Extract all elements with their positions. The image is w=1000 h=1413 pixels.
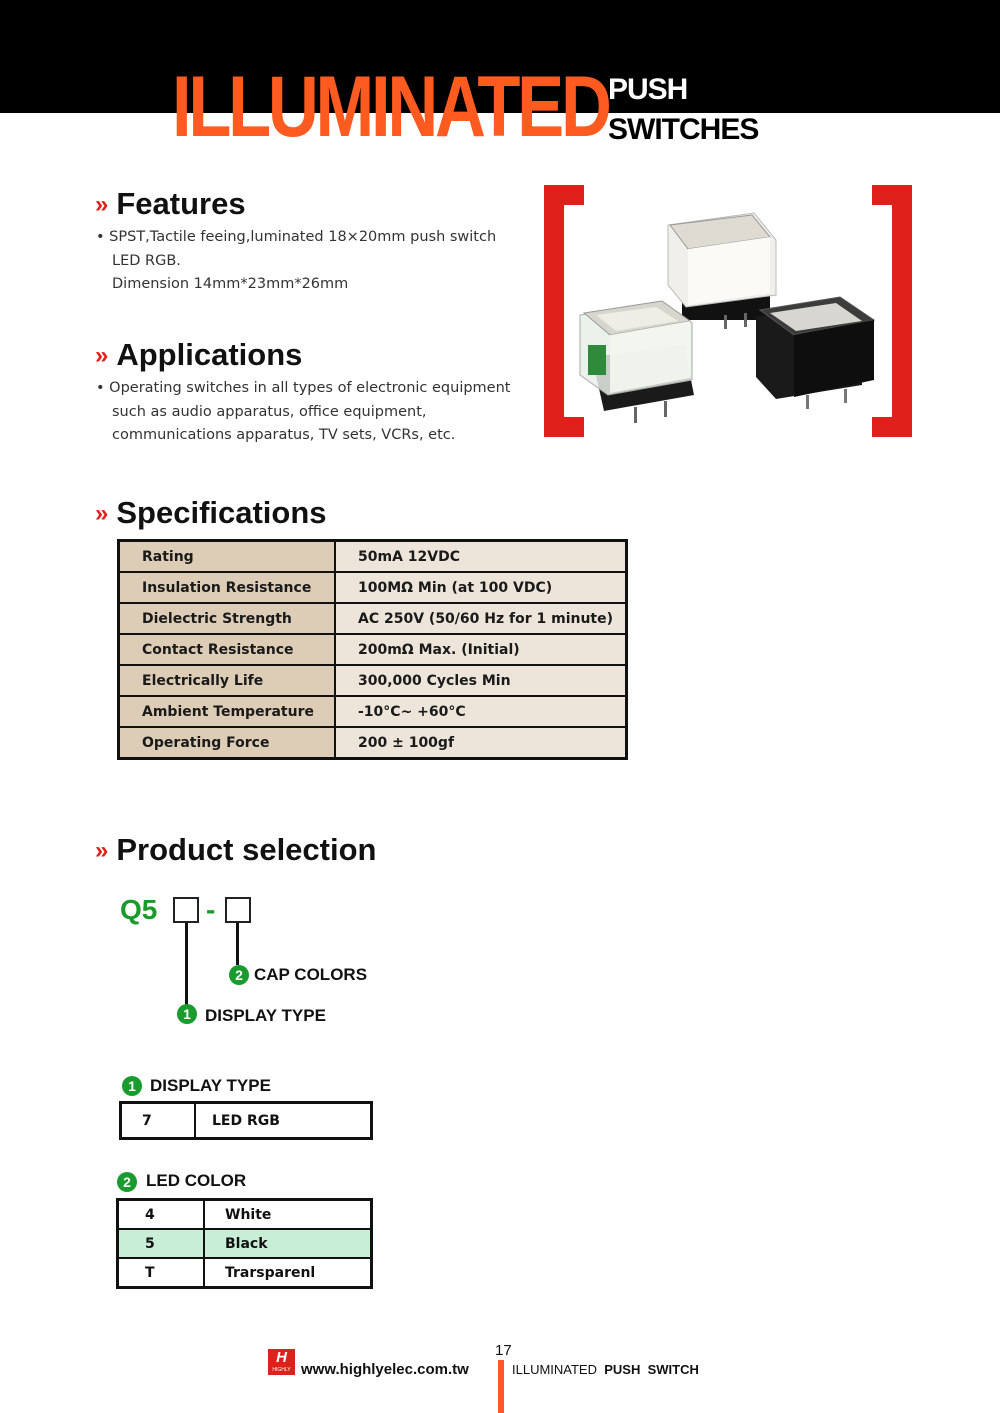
features-heading: » Features bbox=[95, 186, 246, 221]
applications-line: such as audio apparatus, office equipment, bbox=[112, 403, 427, 420]
page-number: 17 bbox=[495, 1342, 512, 1359]
display-type-table bbox=[119, 1101, 373, 1140]
option-label: Black bbox=[204, 1229, 372, 1258]
logo-text: HIGHLY bbox=[272, 1367, 291, 1373]
connector-line-2 bbox=[236, 923, 239, 965]
spec-value: 200 ± 100gf bbox=[335, 727, 627, 759]
spec-key: Operating Force bbox=[119, 727, 336, 759]
code-prefix: Q5 bbox=[120, 894, 158, 925]
page-title-line2: SWITCHES bbox=[608, 113, 759, 146]
company-logo bbox=[268, 1349, 295, 1375]
logo-letter: H bbox=[276, 1349, 287, 1366]
applications-text bbox=[96, 377, 510, 448]
spec-key: Contact Resistance bbox=[119, 634, 336, 665]
footer-url[interactable]: www.highlyelec.com.tw bbox=[301, 1361, 469, 1378]
table-row bbox=[119, 541, 627, 573]
applications-line: communications apparatus, TV sets, VCRs, etc. bbox=[112, 427, 456, 443]
chevron-right-icon: » bbox=[95, 500, 109, 527]
option-code: 4 bbox=[118, 1200, 205, 1230]
spec-value: 100MΩ Min (at 100 VDC) bbox=[335, 572, 627, 603]
spec-key: Ambient Temperature bbox=[119, 696, 336, 727]
display-type-heading: DISPLAY TYPE bbox=[150, 1076, 271, 1095]
table-row bbox=[119, 696, 627, 727]
product-photo bbox=[544, 185, 912, 437]
option-label: LED RGB bbox=[195, 1103, 372, 1139]
option-code: 5 bbox=[118, 1229, 205, 1258]
code-slot-2 bbox=[225, 897, 251, 923]
specifications-heading: » Specifications bbox=[95, 495, 327, 530]
table-row bbox=[119, 634, 627, 665]
specifications-table bbox=[117, 539, 628, 760]
callout-2-badge: 2 bbox=[229, 965, 249, 985]
table-row bbox=[118, 1258, 372, 1288]
page-title-main: ILLUMINATED bbox=[172, 59, 609, 155]
option-label: Trarsparenl bbox=[204, 1258, 372, 1288]
callout-1-label: DISPLAY TYPE bbox=[205, 1006, 326, 1025]
part-number-code bbox=[120, 894, 157, 926]
table-row bbox=[119, 665, 627, 696]
applications-line: • Operating switches in all types of electronic equipment bbox=[96, 380, 511, 396]
led-color-table bbox=[116, 1198, 373, 1289]
page-title-line1: PUSH bbox=[608, 73, 688, 106]
spec-value: 200mΩ Max. (Initial) bbox=[335, 634, 627, 665]
spec-value: -10°C~ +60°C bbox=[335, 696, 627, 727]
spec-value: 300,000 Cycles Min bbox=[335, 665, 627, 696]
chevron-right-icon: » bbox=[95, 342, 109, 369]
features-text bbox=[96, 226, 496, 297]
spec-value: 50mA 12VDC bbox=[335, 541, 627, 573]
code-dash: - bbox=[206, 894, 216, 925]
display-type-badge: 1 bbox=[122, 1076, 142, 1096]
option-code: T bbox=[118, 1258, 205, 1288]
applications-heading: » Applications bbox=[95, 337, 303, 372]
features-line: • SPST,Tactile feeing,luminated 18×20mm push switch bbox=[96, 229, 497, 245]
footer-title: ILLUMINATED PUSH SWITCH bbox=[512, 1362, 699, 1377]
table-row bbox=[119, 727, 627, 759]
table-row bbox=[118, 1200, 372, 1230]
spec-key: Rating bbox=[119, 541, 336, 573]
connector-line-1 bbox=[185, 923, 188, 1005]
spec-key: Insulation Resistance bbox=[119, 572, 336, 603]
features-line: Dimension 14mm*23mm*26mm bbox=[112, 276, 349, 292]
led-color-badge: 2 bbox=[117, 1172, 137, 1192]
table-row bbox=[119, 572, 627, 603]
callout-2-label: CAP COLORS bbox=[254, 965, 368, 984]
features-line: LED RGB. bbox=[112, 252, 181, 269]
spec-value: AC 250V (50/60 Hz for 1 minute) bbox=[335, 603, 627, 634]
callout-1-badge: 1 bbox=[177, 1004, 197, 1024]
table-row bbox=[121, 1103, 372, 1139]
table-row bbox=[118, 1229, 372, 1258]
chevron-right-icon: » bbox=[95, 837, 109, 864]
option-code: 7 bbox=[121, 1103, 196, 1139]
led-color-heading: LED COLOR bbox=[146, 1171, 247, 1190]
table-row bbox=[119, 603, 627, 634]
code-slot-1 bbox=[173, 897, 199, 923]
chevron-right-icon: » bbox=[95, 191, 109, 218]
footer-accent-bar bbox=[498, 1360, 504, 1413]
option-label: White bbox=[204, 1200, 372, 1230]
spec-key: Dielectric Strength bbox=[119, 603, 336, 634]
product-selection-heading: » Product selection bbox=[95, 832, 377, 867]
spec-key: Electrically Life bbox=[119, 665, 336, 696]
